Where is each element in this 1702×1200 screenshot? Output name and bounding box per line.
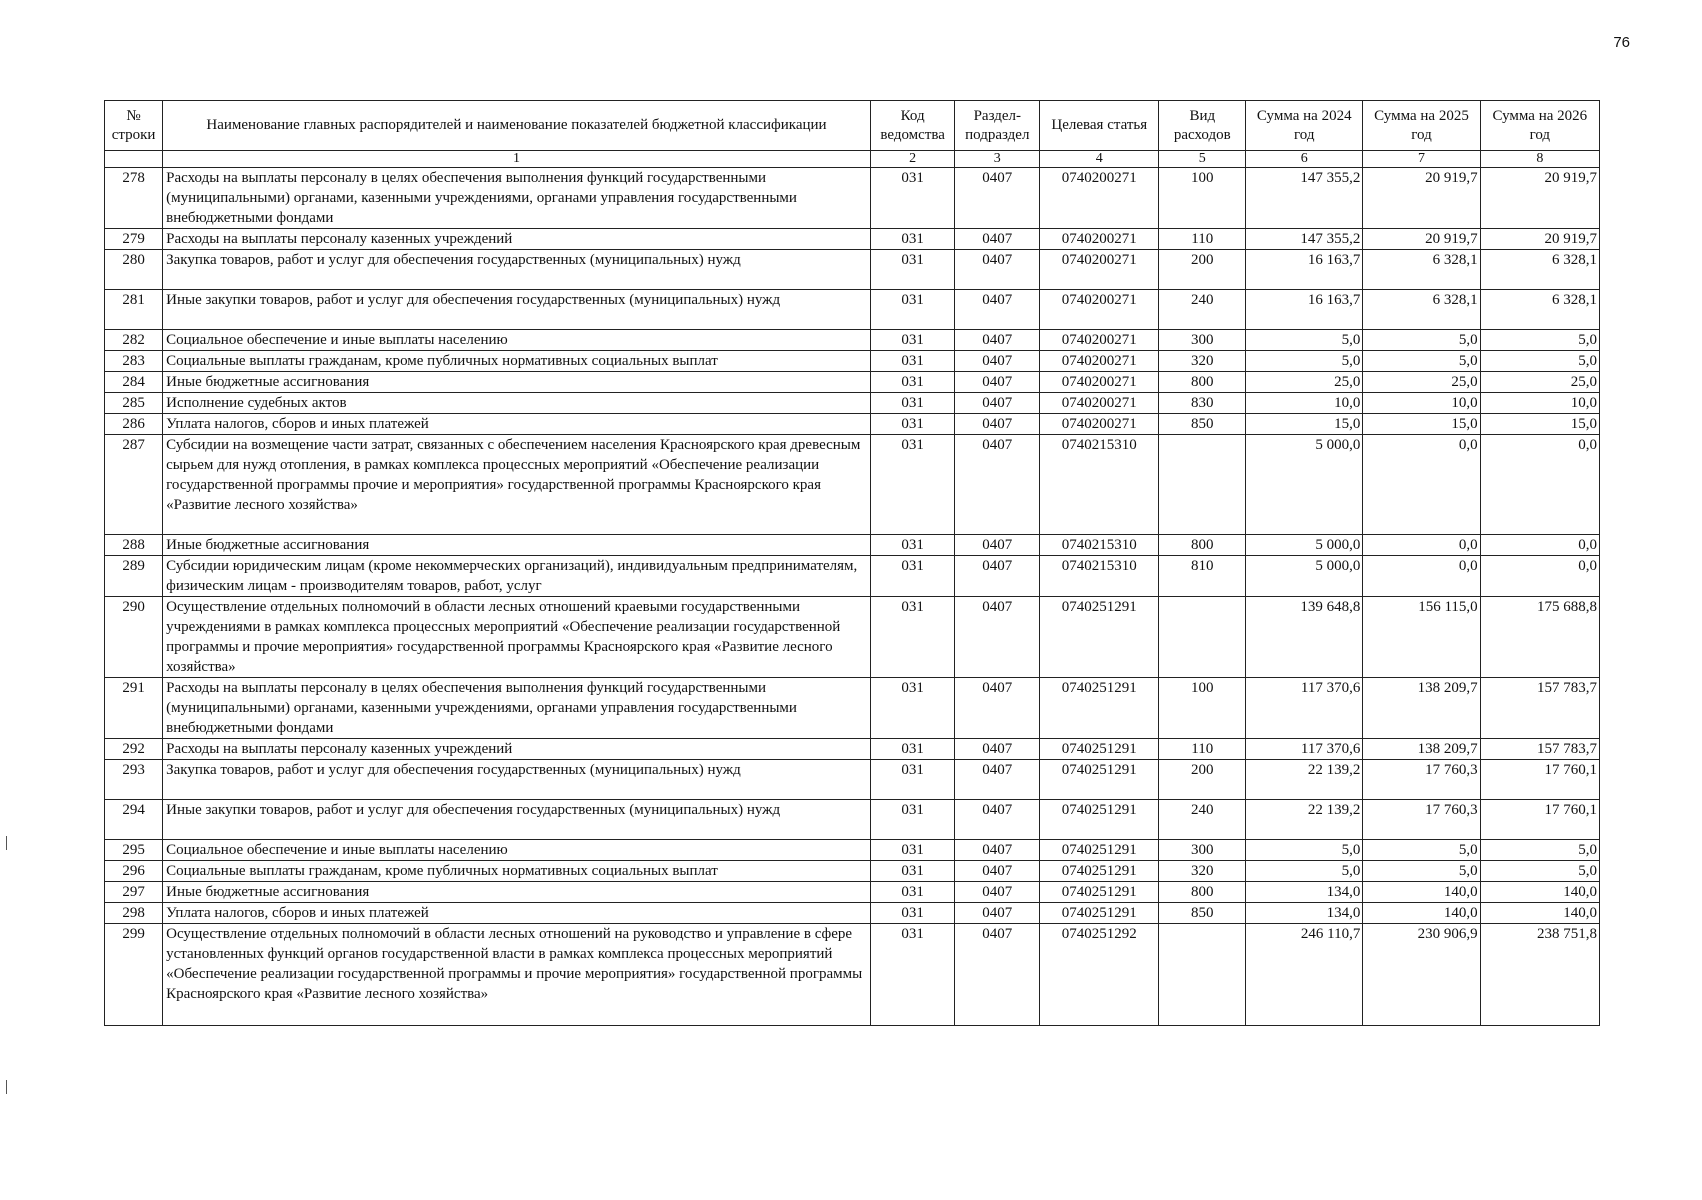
sum-2024: 16 163,7 — [1246, 250, 1363, 290]
row-number: 288 — [105, 535, 163, 556]
row-number: 286 — [105, 414, 163, 435]
section-code: 0407 — [955, 739, 1040, 760]
dept-code: 031 — [870, 760, 955, 800]
column-number: 7 — [1363, 151, 1480, 168]
sum-2026: 5,0 — [1480, 330, 1599, 351]
row-number: 299 — [105, 924, 163, 1026]
target-article: 0740200271 — [1040, 250, 1159, 290]
expense-type: 100 — [1159, 168, 1246, 229]
row-name: Закупка товаров, работ и услуг для обеспечения государственных (муниципальных) нужд — [163, 250, 871, 290]
row-name: Иные бюджетные ассигнования — [163, 535, 871, 556]
sum-2024: 117 370,6 — [1246, 739, 1363, 760]
sum-2026: 6 328,1 — [1480, 290, 1599, 330]
dept-code: 031 — [870, 678, 955, 739]
section-code: 0407 — [955, 800, 1040, 840]
section-code: 0407 — [955, 840, 1040, 861]
column-number: 2 — [870, 151, 955, 168]
sum-2025: 138 209,7 — [1363, 678, 1480, 739]
sum-2025: 138 209,7 — [1363, 739, 1480, 760]
sum-2025: 0,0 — [1363, 535, 1480, 556]
row-number: 296 — [105, 861, 163, 882]
expense-type — [1159, 597, 1246, 678]
dept-code: 031 — [870, 840, 955, 861]
table-row — [105, 840, 1600, 861]
sum-2025: 6 328,1 — [1363, 250, 1480, 290]
dept-code: 031 — [870, 861, 955, 882]
expense-type: 110 — [1159, 229, 1246, 250]
expense-type: 320 — [1159, 861, 1246, 882]
sum-2025: 230 906,9 — [1363, 924, 1480, 1026]
sum-2024: 5 000,0 — [1246, 556, 1363, 597]
section-code: 0407 — [955, 861, 1040, 882]
row-name: Уплата налогов, сборов и иных платежей — [163, 414, 871, 435]
row-number: 292 — [105, 739, 163, 760]
expense-type: 200 — [1159, 760, 1246, 800]
row-number: 280 — [105, 250, 163, 290]
table-row — [105, 435, 1600, 535]
expense-type: 240 — [1159, 290, 1246, 330]
row-name: Иные закупки товаров, работ и услуг для обеспечения государственных (муниципальных) нужд — [163, 290, 871, 330]
expense-type: 300 — [1159, 840, 1246, 861]
row-name: Осуществление отдельных полномочий в области лесных отношений краевыми государственными учреждениями в рамках комплекса процессных мероприятий «Обеспечение реализации государственной программы и прочие мероприятия» государственной программы Красноярского края «Развитие лесного хозяйства» — [163, 597, 871, 678]
budget-table — [104, 100, 1600, 1026]
table-row — [105, 678, 1600, 739]
target-article: 0740200271 — [1040, 229, 1159, 250]
expense-type — [1159, 924, 1246, 1026]
table-row — [105, 250, 1600, 290]
table-row — [105, 597, 1600, 678]
row-number: 278 — [105, 168, 163, 229]
row-number: 291 — [105, 678, 163, 739]
sum-2025: 17 760,3 — [1363, 800, 1480, 840]
target-article: 0740251291 — [1040, 861, 1159, 882]
column-number: 1 — [163, 151, 871, 168]
target-article: 0740215310 — [1040, 435, 1159, 535]
sum-2025: 6 328,1 — [1363, 290, 1480, 330]
target-article: 0740200271 — [1040, 168, 1159, 229]
sum-2025: 15,0 — [1363, 414, 1480, 435]
dept-code: 031 — [870, 924, 955, 1026]
sum-2024: 25,0 — [1246, 372, 1363, 393]
dept-code: 031 — [870, 290, 955, 330]
expense-type: 800 — [1159, 372, 1246, 393]
header-sum-2025: Сумма на 2025 год — [1363, 101, 1480, 151]
sum-2024: 117 370,6 — [1246, 678, 1363, 739]
row-name: Расходы на выплаты персоналу в целях обеспечения выполнения функций государственными (муниципальными) органами, казенными учреждениями, органами управления государственными внебюджетными фондами — [163, 168, 871, 229]
sum-2026: 0,0 — [1480, 435, 1599, 535]
dept-code: 031 — [870, 556, 955, 597]
sum-2026: 17 760,1 — [1480, 760, 1599, 800]
table-row — [105, 535, 1600, 556]
table-row — [105, 924, 1600, 1026]
expense-type: 800 — [1159, 535, 1246, 556]
expense-type: 240 — [1159, 800, 1246, 840]
row-number: 283 — [105, 351, 163, 372]
section-code: 0407 — [955, 597, 1040, 678]
expense-type: 110 — [1159, 739, 1246, 760]
sum-2026: 10,0 — [1480, 393, 1599, 414]
sum-2025: 0,0 — [1363, 556, 1480, 597]
dept-code: 031 — [870, 330, 955, 351]
target-article: 0740251291 — [1040, 903, 1159, 924]
row-number: 282 — [105, 330, 163, 351]
dept-code: 031 — [870, 597, 955, 678]
sum-2024: 5,0 — [1246, 330, 1363, 351]
expense-type: 830 — [1159, 393, 1246, 414]
row-name: Иные закупки товаров, работ и услуг для обеспечения государственных (муниципальных) нужд — [163, 800, 871, 840]
table-row — [105, 800, 1600, 840]
expense-type: 800 — [1159, 882, 1246, 903]
page-number: 76 — [1613, 34, 1630, 51]
section-code: 0407 — [955, 678, 1040, 739]
row-number: 293 — [105, 760, 163, 800]
row-name: Социальные выплаты гражданам, кроме публичных нормативных социальных выплат — [163, 351, 871, 372]
sum-2026: 157 783,7 — [1480, 739, 1599, 760]
sum-2025: 5,0 — [1363, 330, 1480, 351]
sum-2025: 5,0 — [1363, 840, 1480, 861]
column-number: 8 — [1480, 151, 1599, 168]
table-row — [105, 414, 1600, 435]
section-code: 0407 — [955, 535, 1040, 556]
row-name: Социальное обеспечение и иные выплаты населению — [163, 840, 871, 861]
column-number: 3 — [955, 151, 1040, 168]
sum-2024: 147 355,2 — [1246, 229, 1363, 250]
target-article: 0740200271 — [1040, 414, 1159, 435]
sum-2026: 140,0 — [1480, 882, 1599, 903]
target-article: 0740215310 — [1040, 535, 1159, 556]
target-article: 0740251291 — [1040, 739, 1159, 760]
sum-2025: 10,0 — [1363, 393, 1480, 414]
table-row — [105, 330, 1600, 351]
sum-2026: 175 688,8 — [1480, 597, 1599, 678]
sum-2024: 5,0 — [1246, 351, 1363, 372]
row-number: 285 — [105, 393, 163, 414]
column-numbers-row — [105, 151, 1600, 168]
row-number: 284 — [105, 372, 163, 393]
row-name: Субсидии на возмещение части затрат, связанных с обеспечением населения Красноярского края древесным сырьем для нужд отопления, в рамках комплекса процессных мероприятий «Обеспечение реализации государственной программы прочие и мероприятия» государственной программы Красноярского края «Развитие лесного хозяйства» — [163, 435, 871, 535]
sum-2026: 5,0 — [1480, 861, 1599, 882]
expense-type: 850 — [1159, 414, 1246, 435]
row-name: Уплата налогов, сборов и иных платежей — [163, 903, 871, 924]
sum-2026: 157 783,7 — [1480, 678, 1599, 739]
sum-2026: 25,0 — [1480, 372, 1599, 393]
row-name: Осуществление отдельных полномочий в области лесных отношений на руководство и управление в сфере установленных функций органов государственной власти в рамках комплекса процессных мероприятий «Обеспечение реализации государственной программы и прочие мероприятия» государственной программы Красноярского края «Развитие лесного хозяйства» — [163, 924, 871, 1026]
scan-mark — [6, 836, 7, 850]
expense-type — [1159, 435, 1246, 535]
section-code: 0407 — [955, 372, 1040, 393]
sum-2025: 140,0 — [1363, 903, 1480, 924]
sum-2025: 140,0 — [1363, 882, 1480, 903]
target-article: 0740200271 — [1040, 290, 1159, 330]
row-number: 281 — [105, 290, 163, 330]
expense-type: 850 — [1159, 903, 1246, 924]
sum-2024: 246 110,7 — [1246, 924, 1363, 1026]
section-code: 0407 — [955, 168, 1040, 229]
dept-code: 031 — [870, 739, 955, 760]
row-name: Расходы на выплаты персоналу казенных учреждений — [163, 739, 871, 760]
table-header-row — [105, 101, 1600, 151]
row-number: 297 — [105, 882, 163, 903]
table-row — [105, 903, 1600, 924]
dept-code: 031 — [870, 351, 955, 372]
section-code: 0407 — [955, 414, 1040, 435]
dept-code: 031 — [870, 168, 955, 229]
row-number: 290 — [105, 597, 163, 678]
row-number: 298 — [105, 903, 163, 924]
section-code: 0407 — [955, 882, 1040, 903]
section-code: 0407 — [955, 556, 1040, 597]
sum-2025: 5,0 — [1363, 861, 1480, 882]
expense-type: 300 — [1159, 330, 1246, 351]
header-expense-type: Вид расходов — [1159, 101, 1246, 151]
section-code: 0407 — [955, 229, 1040, 250]
sum-2025: 25,0 — [1363, 372, 1480, 393]
column-number — [105, 151, 163, 168]
section-code: 0407 — [955, 903, 1040, 924]
sum-2024: 5 000,0 — [1246, 535, 1363, 556]
target-article: 0740200271 — [1040, 330, 1159, 351]
table-row — [105, 739, 1600, 760]
column-number: 6 — [1246, 151, 1363, 168]
row-name: Социальные выплаты гражданам, кроме публичных нормативных социальных выплат — [163, 861, 871, 882]
row-name: Расходы на выплаты персоналу в целях обеспечения выполнения функций государственными (муниципальными) органами, казенными учреждениями, органами управления государственными внебюджетными фондами — [163, 678, 871, 739]
header-section: Раздел-подраздел — [955, 101, 1040, 151]
sum-2025: 0,0 — [1363, 435, 1480, 535]
sum-2024: 10,0 — [1246, 393, 1363, 414]
sum-2024: 139 648,8 — [1246, 597, 1363, 678]
sum-2024: 134,0 — [1246, 882, 1363, 903]
dept-code: 031 — [870, 414, 955, 435]
sum-2024: 5 000,0 — [1246, 435, 1363, 535]
expense-type: 200 — [1159, 250, 1246, 290]
row-name: Субсидии юридическим лицам (кроме некоммерческих организаций), индивидуальным предпринимателям, физическим лицам - производителям товаров, работ, услуг — [163, 556, 871, 597]
expense-type: 100 — [1159, 678, 1246, 739]
sum-2024: 147 355,2 — [1246, 168, 1363, 229]
sum-2025: 5,0 — [1363, 351, 1480, 372]
table-row — [105, 861, 1600, 882]
target-article: 0740251292 — [1040, 924, 1159, 1026]
target-article: 0740200271 — [1040, 372, 1159, 393]
dept-code: 031 — [870, 535, 955, 556]
sum-2026: 20 919,7 — [1480, 168, 1599, 229]
expense-type: 320 — [1159, 351, 1246, 372]
header-row-number: № строки — [105, 101, 163, 151]
target-article: 0740251291 — [1040, 800, 1159, 840]
target-article: 0740200271 — [1040, 393, 1159, 414]
dept-code: 031 — [870, 800, 955, 840]
target-article: 0740251291 — [1040, 840, 1159, 861]
sum-2024: 15,0 — [1246, 414, 1363, 435]
row-number: 294 — [105, 800, 163, 840]
dept-code: 031 — [870, 229, 955, 250]
dept-code: 031 — [870, 393, 955, 414]
dept-code: 031 — [870, 372, 955, 393]
row-number: 295 — [105, 840, 163, 861]
sum-2026: 0,0 — [1480, 556, 1599, 597]
sum-2024: 5,0 — [1246, 840, 1363, 861]
sum-2025: 20 919,7 — [1363, 229, 1480, 250]
row-name: Расходы на выплаты персоналу казенных учреждений — [163, 229, 871, 250]
sum-2026: 5,0 — [1480, 351, 1599, 372]
target-article: 0740200271 — [1040, 351, 1159, 372]
sum-2026: 17 760,1 — [1480, 800, 1599, 840]
dept-code: 031 — [870, 435, 955, 535]
sum-2026: 6 328,1 — [1480, 250, 1599, 290]
header-dept-code: Код ведомства — [870, 101, 955, 151]
section-code: 0407 — [955, 330, 1040, 351]
sum-2026: 0,0 — [1480, 535, 1599, 556]
sum-2025: 17 760,3 — [1363, 760, 1480, 800]
table-row — [105, 760, 1600, 800]
sum-2026: 140,0 — [1480, 903, 1599, 924]
row-number: 279 — [105, 229, 163, 250]
table-row — [105, 229, 1600, 250]
sum-2025: 156 115,0 — [1363, 597, 1480, 678]
section-code: 0407 — [955, 435, 1040, 535]
table-row — [105, 882, 1600, 903]
target-article: 0740251291 — [1040, 678, 1159, 739]
row-name: Исполнение судебных актов — [163, 393, 871, 414]
section-code: 0407 — [955, 250, 1040, 290]
sum-2024: 22 139,2 — [1246, 800, 1363, 840]
section-code: 0407 — [955, 760, 1040, 800]
scan-mark — [6, 1080, 7, 1094]
section-code: 0407 — [955, 290, 1040, 330]
section-code: 0407 — [955, 393, 1040, 414]
header-sum-2024: Сумма на 2024 год — [1246, 101, 1363, 151]
sum-2026: 5,0 — [1480, 840, 1599, 861]
row-name: Социальное обеспечение и иные выплаты населению — [163, 330, 871, 351]
sum-2026: 238 751,8 — [1480, 924, 1599, 1026]
row-name: Иные бюджетные ассигнования — [163, 372, 871, 393]
column-number: 4 — [1040, 151, 1159, 168]
table-row — [105, 393, 1600, 414]
sum-2026: 15,0 — [1480, 414, 1599, 435]
row-number: 289 — [105, 556, 163, 597]
sum-2024: 134,0 — [1246, 903, 1363, 924]
target-article: 0740215310 — [1040, 556, 1159, 597]
section-code: 0407 — [955, 924, 1040, 1026]
sum-2026: 20 919,7 — [1480, 229, 1599, 250]
expense-type: 810 — [1159, 556, 1246, 597]
section-code: 0407 — [955, 351, 1040, 372]
row-name: Иные бюджетные ассигнования — [163, 882, 871, 903]
table-row — [105, 168, 1600, 229]
dept-code: 031 — [870, 250, 955, 290]
row-number: 287 — [105, 435, 163, 535]
sum-2025: 20 919,7 — [1363, 168, 1480, 229]
column-number: 5 — [1159, 151, 1246, 168]
sum-2024: 16 163,7 — [1246, 290, 1363, 330]
sum-2024: 22 139,2 — [1246, 760, 1363, 800]
sum-2024: 5,0 — [1246, 861, 1363, 882]
table-row — [105, 290, 1600, 330]
header-name: Наименование главных распорядителей и наименование показателей бюджетной классификации — [163, 101, 871, 151]
target-article: 0740251291 — [1040, 597, 1159, 678]
dept-code: 031 — [870, 903, 955, 924]
header-sum-2026: Сумма на 2026 год — [1480, 101, 1599, 151]
target-article: 0740251291 — [1040, 760, 1159, 800]
target-article: 0740251291 — [1040, 882, 1159, 903]
table-row — [105, 372, 1600, 393]
dept-code: 031 — [870, 882, 955, 903]
table-row — [105, 351, 1600, 372]
table-row — [105, 556, 1600, 597]
header-target-article: Целевая статья — [1040, 101, 1159, 151]
row-name: Закупка товаров, работ и услуг для обеспечения государственных (муниципальных) нужд — [163, 760, 871, 800]
